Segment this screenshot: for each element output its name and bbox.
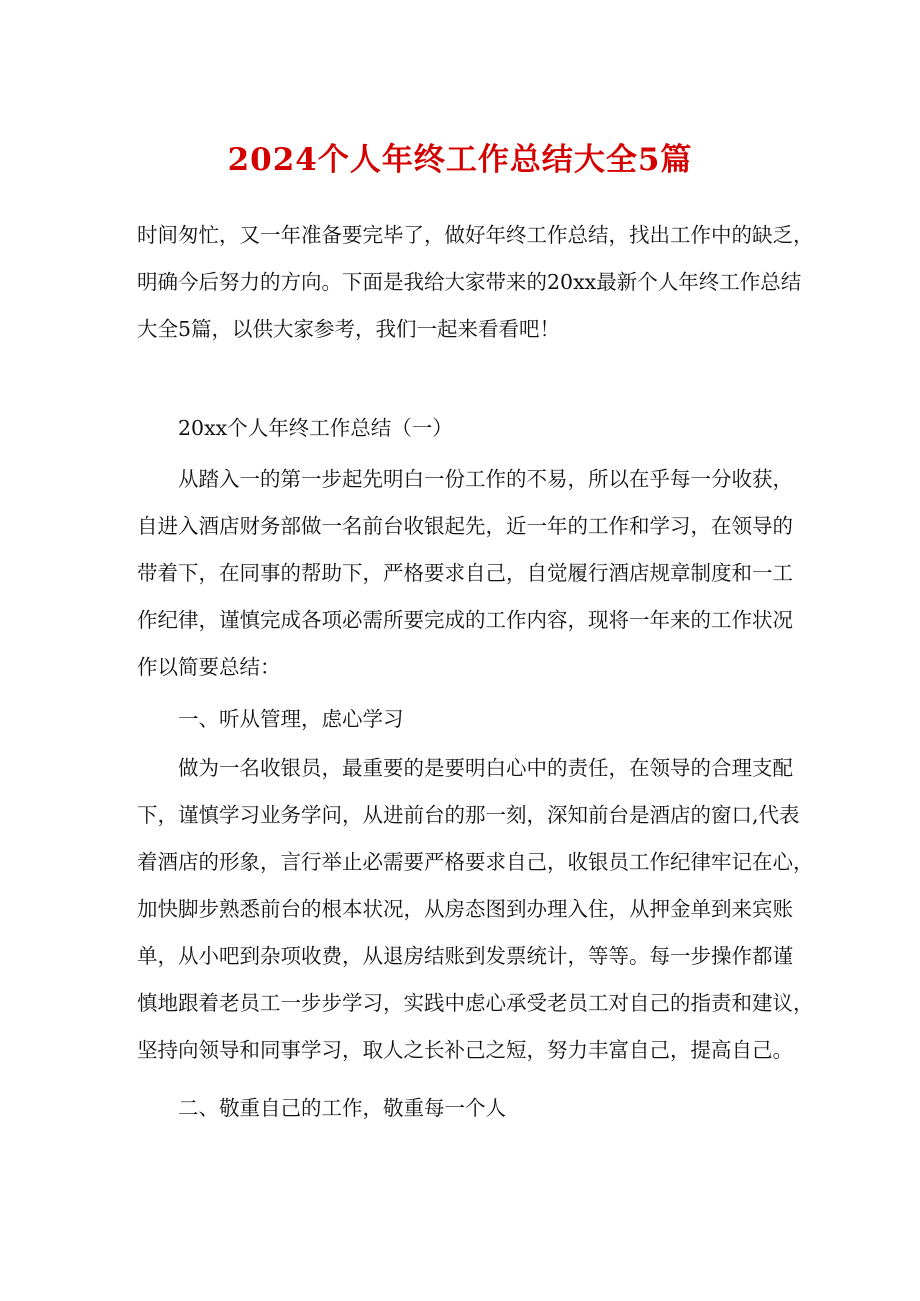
- paragraph-line: 作以简要总结：: [137, 655, 281, 679]
- paragraph-1: [137, 456, 797, 691]
- paragraph-line: 单，从小吧到杂项收费，从退房结账到发票统计，等等。每一步操作都谨: [137, 944, 793, 968]
- document-title: 2024个人年终工作总结大全5篇: [227, 142, 693, 178]
- paragraph-line: 从踏入一的第一步起先明白一份工作的不易，所以在乎每一分收获，: [178, 467, 793, 491]
- paragraph-line: 做为一名收银员，最重要的是要明白心中的责任，在领导的合理支配: [178, 756, 793, 780]
- paragraph-line: 带着下，在同事的帮助下，严格要求自己，自觉履行酒店规章制度和一工: [137, 561, 793, 585]
- paragraph-line: 慎地跟着老员工一步步学习，实践中虑心承受老员工对自己的指责和建议，: [137, 991, 814, 1015]
- paragraph-line: 着酒店的形象，言行举止必需要严格要求自己，收银员工作纪律牢记在心，: [137, 850, 814, 874]
- intro-line: 明确今后努力的方向。下面是我给大家带来的20xx最新个人年终工作总结: [137, 270, 802, 294]
- paragraph-line: 作纪律，谨慎完成各项必需所要完成的工作内容，现将一年来的工作状况: [137, 608, 793, 632]
- heading-1-block: [137, 696, 797, 743]
- paragraph-line: 坚持向领导和同事学习，取人之长补己之短，努力丰富自己，提高自己。: [137, 1038, 793, 1062]
- subheading: 一、听从管理，虑心学习: [178, 707, 404, 731]
- paragraph-line: 自进入酒店财务部做一名前台收银起先，近一年的工作和学习，在领导的: [137, 514, 793, 538]
- intro-line: 时间匆忙，又一年准备要完毕了，做好年终工作总结，找出工作中的缺乏，: [137, 223, 814, 247]
- intro-line: 大全5篇，以供大家参考，我们一起来看看吧！: [137, 317, 561, 341]
- subheading: 二、敬重自己的工作，敬重每一个人: [178, 1096, 506, 1120]
- heading-2-block: [137, 1085, 797, 1132]
- paragraph-2: [137, 745, 814, 1074]
- section-title: 20xx个人年终工作总结（一）: [178, 416, 453, 440]
- paragraph-line: 加快脚步熟悉前台的根本状况，从房态图到办理入住，从押金单到来宾账: [137, 897, 793, 921]
- intro-paragraph: [137, 212, 814, 353]
- section-title-block: [137, 405, 797, 452]
- paragraph-line: 下，谨慎学习业务学问，从进前台的那一刻，深知前台是酒店的窗口,代表: [137, 803, 800, 827]
